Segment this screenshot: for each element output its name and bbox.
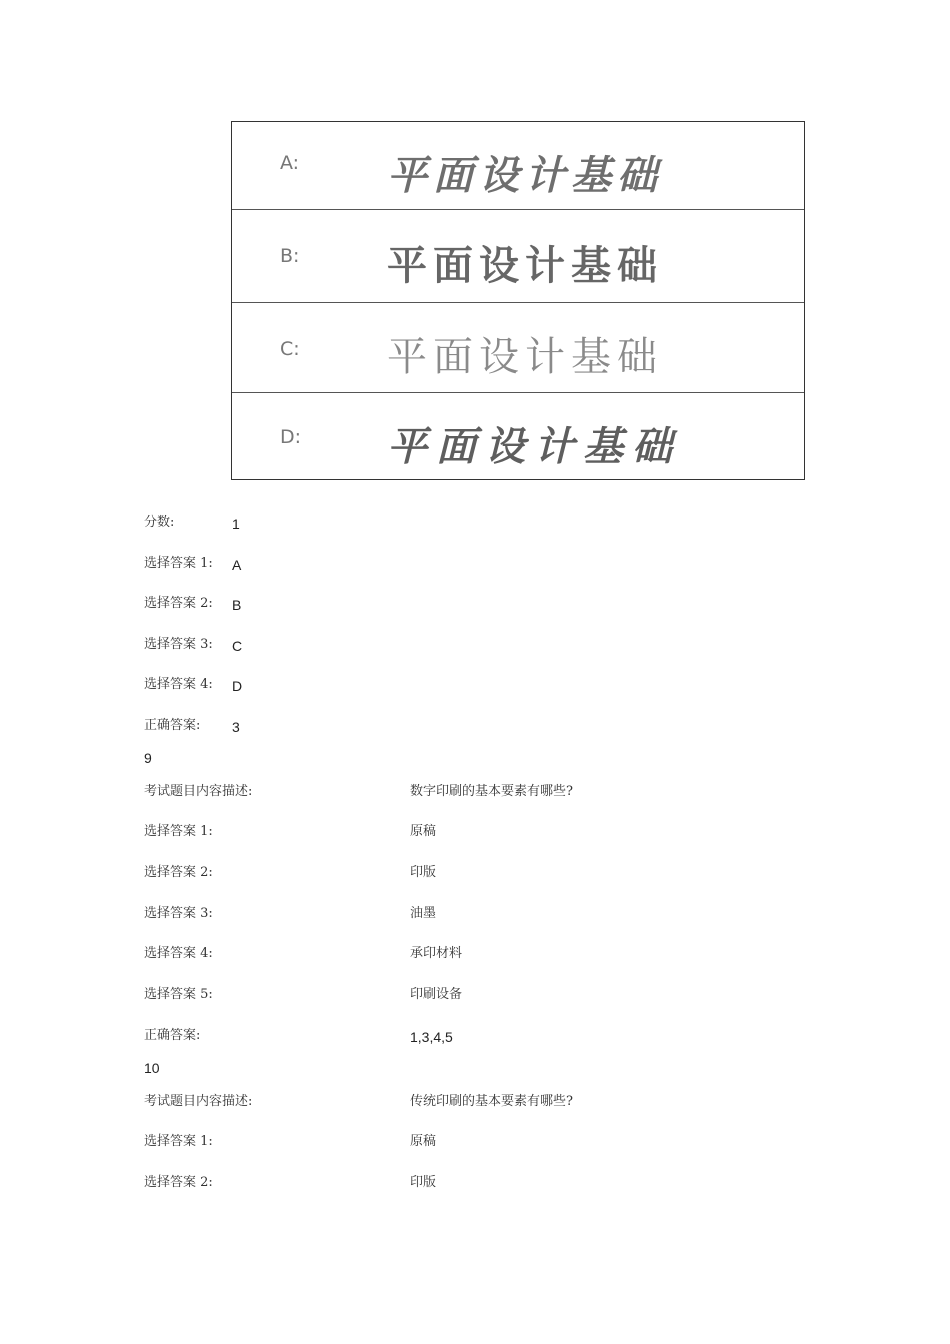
choice-value: 印版 [410, 1175, 437, 1190]
choice-value: 油墨 [410, 906, 437, 921]
choice-value: B [232, 597, 242, 613]
choice-label: 选择答案 4: [144, 946, 213, 961]
font-option-row-d [232, 393, 804, 480]
choice-value: C [232, 638, 243, 654]
font-sample: 平面设计基础 [387, 242, 663, 289]
font-sample: 平面设计基础 [387, 152, 663, 199]
font-option-row-b [232, 210, 804, 303]
choice-label: 选择答案 2: [144, 1175, 213, 1190]
font-sample: 平面设计基础 [387, 334, 663, 380]
option-letter: A: [280, 152, 300, 174]
choice-value: D [232, 678, 243, 694]
correct-answer-label: 正确答案: [144, 1028, 201, 1043]
choice-label: 选择答案 5: [144, 987, 213, 1002]
score-value: 1 [232, 516, 240, 532]
correct-answer-value: 1,3,4,5 [410, 1029, 453, 1045]
correct-answer-value: 3 [232, 719, 240, 735]
choice-label: 选择答案 1: [144, 556, 213, 571]
choice-label: 选择答案 4: [144, 677, 213, 692]
correct-answer-label: 正确答案: [144, 718, 201, 733]
choice-value: 承印材料 [410, 946, 463, 961]
choice-label: 选择答案 1: [144, 1134, 213, 1149]
question-description: 数字印刷的基本要素有哪些? [410, 784, 573, 799]
choice-label: 选择答案 3: [144, 637, 213, 652]
choice-value: A [232, 557, 242, 573]
choice-value: 原稿 [410, 1134, 437, 1149]
choice-value: 印刷设备 [410, 987, 463, 1002]
question-number: 10 [144, 1060, 160, 1076]
choice-value: 印版 [410, 865, 437, 880]
question-description-label: 考试题目内容描述: [144, 784, 253, 799]
choice-label: 选择答案 3: [144, 906, 213, 921]
font-options-table [231, 121, 805, 480]
choice-label: 选择答案 2: [144, 596, 213, 611]
choice-value: 原稿 [410, 824, 437, 839]
option-letter: C: [280, 338, 300, 360]
font-option-row-c [232, 303, 804, 393]
font-option-row-a [232, 122, 804, 210]
option-letter: D: [280, 426, 302, 448]
question-description: 传统印刷的基本要素有哪些? [410, 1094, 573, 1109]
option-letter: B: [280, 245, 300, 267]
choice-label: 选择答案 2: [144, 865, 213, 880]
question-description-label: 考试题目内容描述: [144, 1094, 253, 1109]
score-label: 分数: [144, 515, 175, 530]
question-number: 9 [144, 750, 152, 766]
font-sample: 平面设计基础 [387, 423, 681, 470]
choice-label: 选择答案 1: [144, 824, 213, 839]
